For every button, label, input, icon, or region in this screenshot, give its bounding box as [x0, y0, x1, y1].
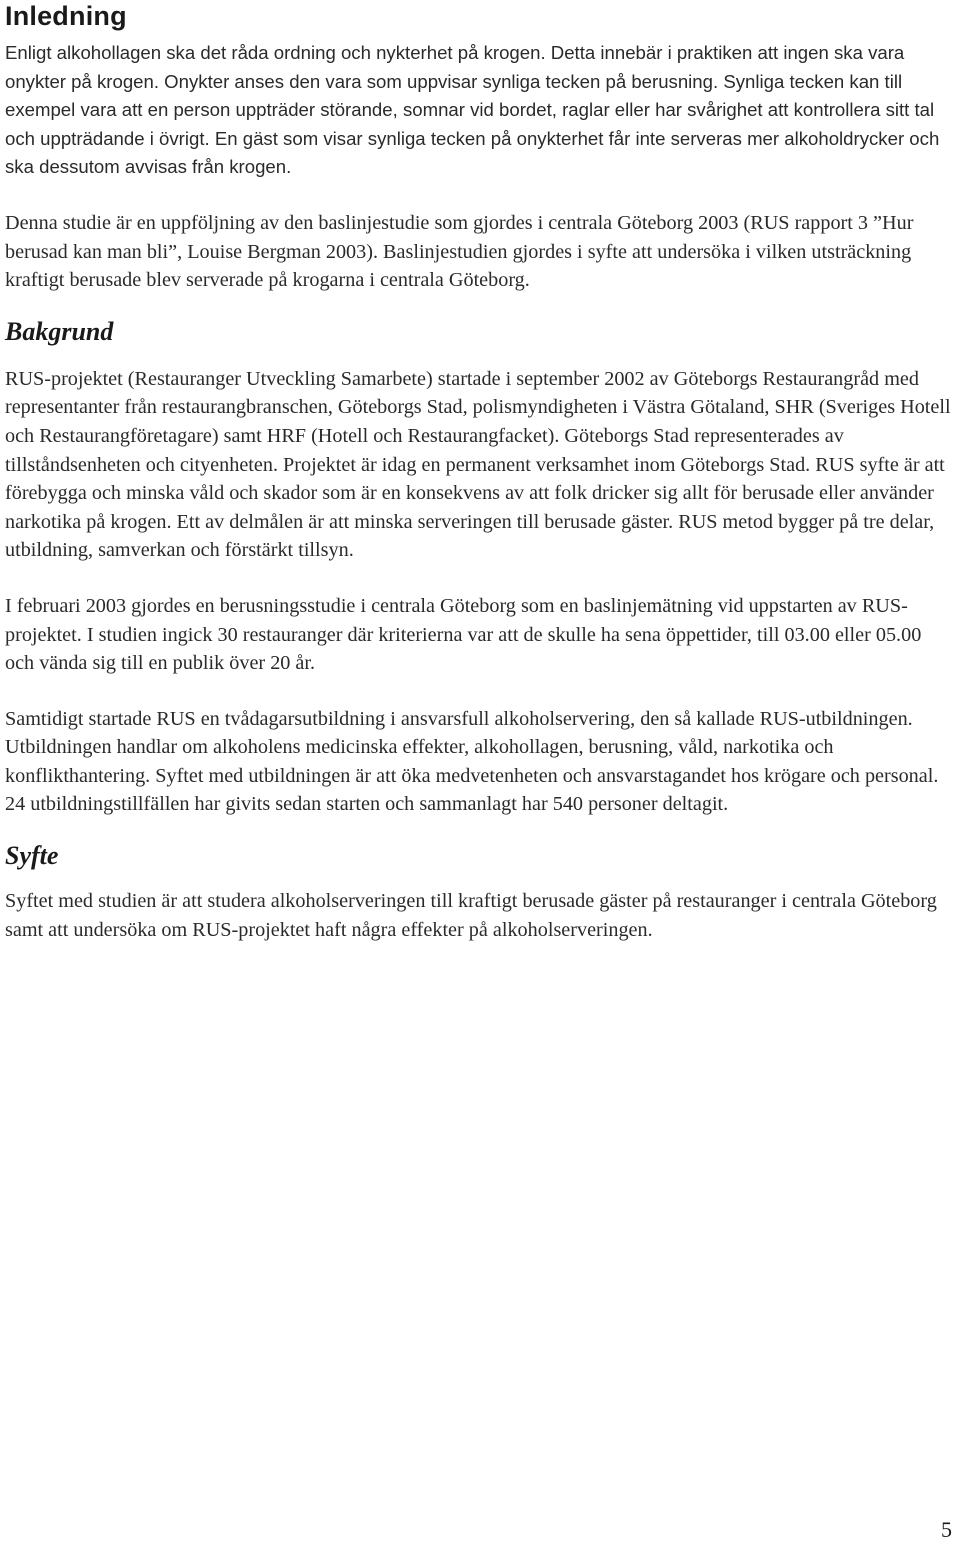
heading-syfte: Syfte — [5, 841, 59, 871]
paragraph-bakgrund-1: RUS-projektet (Restauranger Utveckling Samarbete) startade i september 2002 av Göteborgs Restaurangråd med representanter från restaurangbranschen, Göteborgs Stad, polismyndigheten i Västra Götaland, SHR (Sveriges Hotell och Restaurangföretagare) samt HRF (Hotell och Restaurangfacket). Göteborgs Stad representerades av tillståndsenheten och cityenheten. Projektet är idag en permanent verksamhet inom Göteborgs Stad. RUS syfte är att förebygga och minska våld och skador som är en konsekvens av att folk dricker sig allt för berusade eller använder narkotika på krogen. Ett av delmålen är att minska serveringen till berusade gäster. RUS metod bygger på tre delar, utbildning, samverkan och förstärkt tillsyn. — [5, 367, 951, 562]
document-page — [5, 0, 955, 944]
heading-inledning: Inledning — [5, 1, 127, 31]
paragraph-syfte-1: Syftet med studien är att studera alkoholserveringen till kraftigt berusade gäster på restauranger i centrala Göteborg samt att undersöka om RUS-projektet haft några effekter på alkoholserveringen. — [5, 890, 937, 941]
heading-bakgrund: Bakgrund — [5, 316, 114, 346]
paragraph-inledning-1: Enligt alkohollagen ska det råda ordning och nykterhet på krogen. Detta innebär i praktiken att ingen ska vara onykter på krogen. Onykter anses den vara som uppvisar synliga tecken på berusning. Synliga tecken kan till exempel vara att en person uppträder störande, somnar vid bordet, raglar eller har svårighet att kontrollera sitt tal och uppträdande i övrigt. En gäst som visar synliga tecken på onykterhet får inte serveras mer alkoholdrycker och ska dessutom avvisas från krogen. — [5, 42, 940, 178]
paragraph-bakgrund-3: Samtidigt startade RUS en tvådagarsutbildning i ansvarsfull alkoholservering, den så kallade RUS-utbildningen. Utbildningen handlar om alkoholens medicinska effekter, alkohollagen, berusning, våld, narkotika och konflikthantering. Syftet med utbildningen är att öka medvetenheten och ansvarstagandet hos krögare och personal. 24 utbildningstillfällen har givits sedan starten och sammanlagt har 540 personer deltagit. — [5, 707, 939, 816]
page-number: 5 — [941, 1517, 952, 1542]
paragraph-bakgrund-2: I februari 2003 gjordes en berusningsstudie i centrala Göteborg som en baslinjemätning vid uppstarten av RUS-projektet. I studien ingick 30 restauranger där kriterierna var att de skulle ha sena öppettider, till 03.00 eller 05.00 och vända sig till en publik över 20 år. — [5, 594, 922, 675]
paragraph-inledning-2: Denna studie är en uppföljning av den baslinjestudie som gjordes i centrala Göteborg 2003 (RUS rapport 3 ”Hur berusad kan man bli”, Louise Bergman 2003). Baslinjestudien gjordes i syfte att undersöka i vilken utsträckning kraftigt berusade blev serverade på krogarna i centrala Göteborg. — [5, 211, 914, 292]
